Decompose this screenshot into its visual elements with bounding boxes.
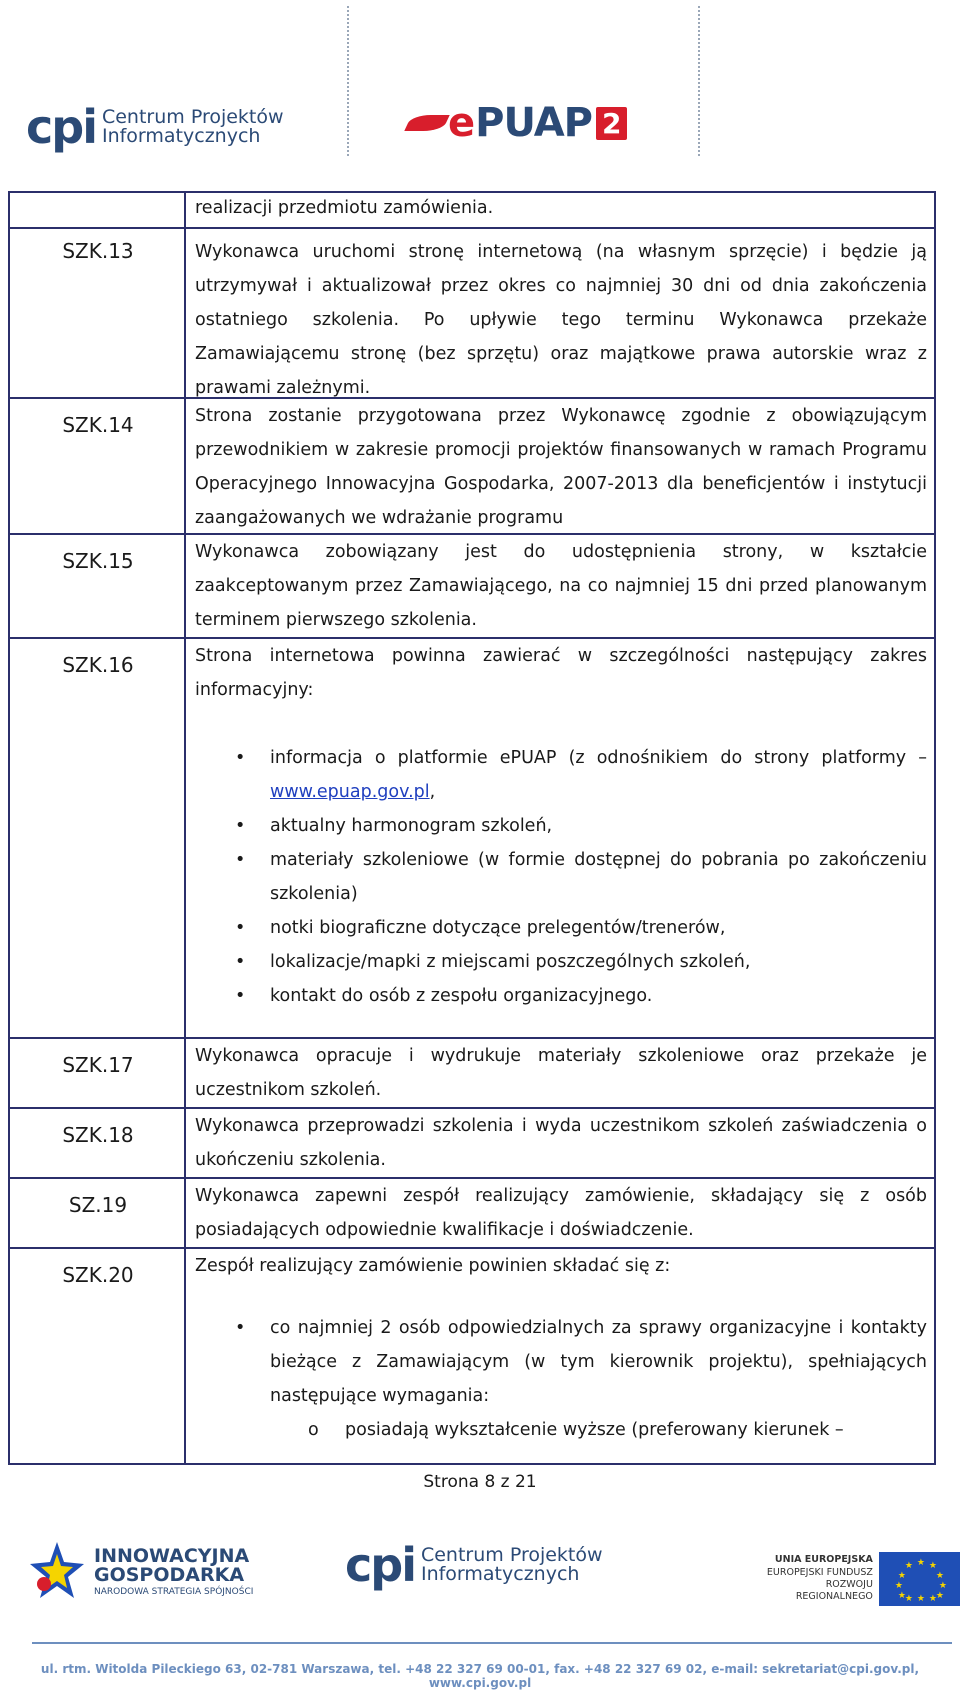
row-text: Strona internetowa powinna zawierać w szczególności następujący zakres informacyjny: • informacja o platformie ePUAP (z odnośnikiem do strony platformy – www.epuap.gov.pl, • aktualny harmonogram szkoleń, • materiały szkoleniowe (w formie dostępnej do pobrania po zakończeniu szkolenia) • notki biograficzne dotyczące prelegentów/trenerów, • lokalizacje/mapki z miejscami poszczególnych szkoleń, • kontakt do osób z zespołu organizacyjnego. <box>195 639 927 1013</box>
table-row <box>10 1177 934 1249</box>
list-item: • informacja o platformie ePUAP (z odnośnikiem do strony platformy – www.epuap.gov.pl, <box>195 741 927 809</box>
bullet-icon: • <box>235 1318 246 1338</box>
list-item: • kontakt do osób z zespołu organizacyjnego. <box>195 979 927 1013</box>
epuap-logo-version: 2 <box>596 107 627 140</box>
list-item: • notki biograficzne dotyczące prelegentów/trenerów, <box>195 911 927 945</box>
table-row <box>10 1247 934 1465</box>
row-text: Wykonawca zobowiązany jest do udostępnienia strony, w kształcie zaakceptowanym przez Zamawiającego, na co najmniej 15 dni przed planowanym terminem pierwszego szkolenia. <box>195 542 927 630</box>
list-item: o posiadają wykształcenie wyższe (preferowany kierunek – <box>195 1413 927 1447</box>
cpi-logo-mark: cpi <box>345 1538 415 1592</box>
row-text: Wykonawca uruchomi stronę internetową (na własnym sprzęcie) i będzie ją utrzymywał i aktualizował przez okres co najmniej 30 dni od dnia zakończenia ostatniego szkolenia. Po upływie tego terminu Wykonawca przekaże Zamawiającemu stronę (bez sprzętu) oraz majątkowe prawa autorskie wraz z prawami zależnymi. <box>195 242 927 398</box>
innowacyjna-gospodarka-logo <box>28 1540 253 1604</box>
cpi-logo <box>26 100 284 154</box>
epuap-logo-puap: PUAP <box>475 100 592 146</box>
footer-divider <box>32 1642 952 1644</box>
bullet-list <box>195 1311 927 1413</box>
row-id: SZK.18 <box>62 1123 134 1147</box>
header-divider-left <box>347 6 349 156</box>
requirements-table <box>8 191 936 1465</box>
list-item: • materiały szkoleniowe (w formie dostępnej do pobrania po zakończeniu szkolenia) <box>195 843 927 911</box>
row-text: realizacji przedmiotu zamówienia. <box>195 198 494 218</box>
cpi-footer-logo <box>345 1538 603 1592</box>
footer-address: ul. rtm. Witolda Pileckiego 63, 02-781 Warszawa, tel. +48 22 327 69 00-01, fax. +48 22 327 69 02, e-mail: sekretariat@cpi.gov.pl, www.cpi.gov.pl <box>40 1662 920 1690</box>
epuap-link[interactable]: www.epuap.gov.pl <box>270 782 430 802</box>
eu-flag-icon: ★ ★ ★ ★ ★ ★ ★ ★ ★ ★ ★ ★ <box>879 1552 960 1606</box>
epuap-logo-e: e <box>448 100 476 146</box>
row-id: SZK.16 <box>62 653 134 677</box>
row-id: SZK.20 <box>62 1263 134 1287</box>
table-row <box>10 533 934 639</box>
ig-star-icon <box>28 1540 86 1604</box>
bullet-list <box>195 741 927 1013</box>
row-id: SZ.19 <box>68 1193 128 1217</box>
row-text: Wykonawca zapewni zespół realizujący zamówienie, składający się z osób posiadających odpowiednie kwalifikacje i doświadczenie. <box>195 1186 927 1240</box>
list-item: • aktualny harmonogram szkoleń, <box>195 809 927 843</box>
table-row <box>10 193 934 227</box>
bullet-icon: • <box>235 816 246 836</box>
row-id: SZK.14 <box>62 413 134 437</box>
page-header <box>0 0 960 160</box>
bullet-icon: • <box>235 918 246 938</box>
row-text: Wykonawca przeprowadzi szkolenia i wyda uczestnikom szkoleń zaświadczenia o ukończeniu szkolenia. <box>195 1116 927 1170</box>
cpi-logo-mark: cpi <box>26 100 96 154</box>
cpi-logo-line2: Informatycznych <box>101 125 261 147</box>
eu-logo-text: UNIA EUROPEJSKA EUROPEJSKI FUNDUSZ ROZWOJU REGIONALNEGO <box>766 1554 873 1603</box>
row-id: SZK.15 <box>62 549 134 573</box>
row-id: SZK.17 <box>62 1053 134 1077</box>
header-divider-right <box>698 6 700 156</box>
cpi-logo-text: Centrum Projektów Informatycznych <box>420 1544 603 1585</box>
table-row <box>10 1107 934 1179</box>
list-item: • lokalizacje/mapki z miejscami poszczególnych szkoleń, <box>195 945 927 979</box>
row-text: Strona zostanie przygotowana przez Wykonawcę zgodnie z obowiązującym przewodnikiem w zakresie promocji projektów finansowanych w ramach Programu Operacyjnego Innowacyjna Gospodarka, 2007-2013 dla beneficjentów i instytucji zaangażowanych we wdrażanie programu <box>195 406 927 528</box>
bullet-icon: • <box>235 748 246 768</box>
bullet-icon: • <box>235 850 246 870</box>
sub-bullet-list <box>195 1413 927 1447</box>
table-row <box>10 397 934 535</box>
sub-bullet-icon: o <box>308 1420 319 1440</box>
epuap-swoosh-icon <box>404 115 449 131</box>
eu-logo <box>750 1552 960 1606</box>
list-item: • co najmniej 2 osób odpowiedzialnych za sprawy organizacyjne i kontakty bieżące z Zamawiającym (w tym kierownik projektu), spełniających następujące wymagania: <box>195 1311 927 1413</box>
cpi-logo-text <box>102 108 284 146</box>
table-row <box>10 1037 934 1109</box>
row-id: SZK.13 <box>62 239 134 263</box>
row-text: Zespół realizujący zamówienie powinien składać się z: • co najmniej 2 osób odpowiedzialnych za sprawy organizacyjne i kontakty bieżące z Zamawiającym (w tym kierownik projektu), spełniających następujące wymagania: o posiadają wykształcenie wyższe (preferowany kierunek – <box>195 1249 927 1447</box>
table-row <box>10 637 934 1039</box>
page-footer <box>0 1530 960 1690</box>
bullet-icon: • <box>235 986 246 1006</box>
page-number: Strona 8 z 21 <box>423 1472 537 1492</box>
table-row <box>10 227 934 399</box>
ig-logo-text: INNOWACYJNA GOSPODARKA NARODOWA STRATEGIA SPÓJNOŚCI <box>94 1545 254 1597</box>
row-text: Wykonawca opracuje i wydrukuje materiały szkoleniowe oraz przekaże je uczestnikom szkoleń. <box>195 1046 927 1100</box>
epuap-logo <box>408 100 627 146</box>
cpi-logo-line1: Centrum Projektów <box>101 106 284 128</box>
bullet-icon: • <box>235 952 246 972</box>
